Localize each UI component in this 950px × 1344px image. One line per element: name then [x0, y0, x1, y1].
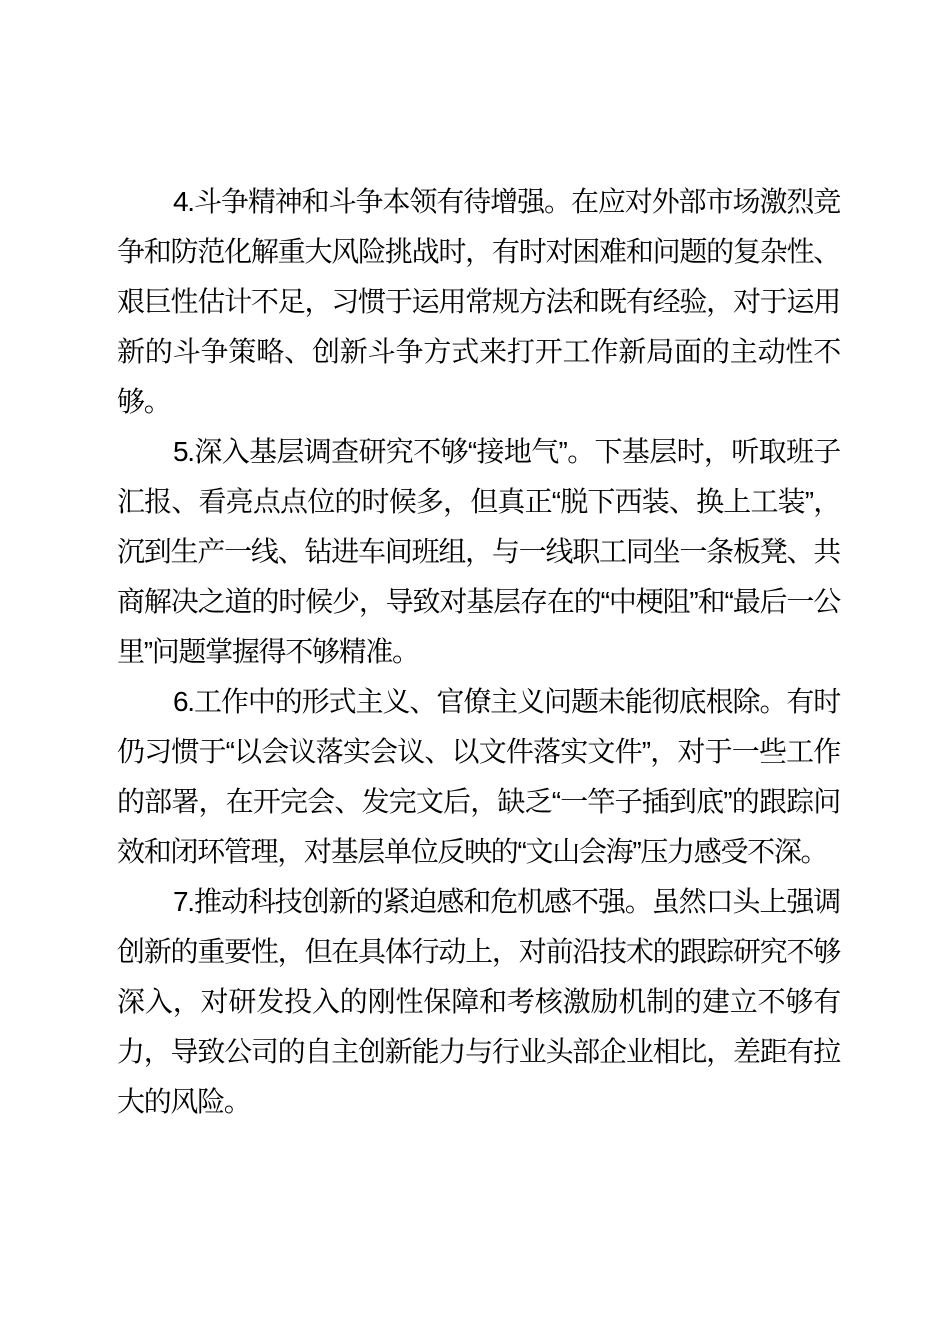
- paragraph-item-5: 5.深入基层调查研究不够“接地气”。下基层时，听取班子汇报、看亮点点位的时候多，但真正“脱下西装、换上工装”，沉到生产一线、钻进车间班组，与一线职工同坐一条板凳、共商解决之道的时候少，导致对基层存在的“中梗阻”和“最后一公里”问题掌握得不够精准。: [117, 436, 840, 667]
- paragraph-item-7: 7.推动科技创新的紧迫感和危机感不强。虽然口头上强调创新的重要性，但在具体行动上，对前沿技术的跟踪研究不够深入，对研发投入的刚性保障和考核激励机制的建立不够有力，导致公司的自主创新能力与行业头部企业相比，差距有拉大的风险。: [117, 886, 840, 1117]
- document-body: [117, 177, 840, 1127]
- paragraph-item-4: 4.斗争精神和斗争本领有待增强。在应对外部市场激烈竞争和防范化解重大风险挑战时，有时对困难和问题的复杂性、艰巨性估计不足，习惯于运用常规方法和既有经验，对于运用新的斗争策略、创新斗争方式来打开工作新局面的主动性不够。: [117, 186, 840, 417]
- paragraph-item-6: 6.工作中的形式主义、官僚主义问题未能彻底根除。有时仍习惯于“以会议落实会议、以文件落实文件”，对于一些工作的部署，在开完会、发完文后，缺乏“一竿子插到底”的跟踪问效和闭环管理，对基层单位反映的“文山会海”压力感受不深。: [117, 686, 840, 867]
